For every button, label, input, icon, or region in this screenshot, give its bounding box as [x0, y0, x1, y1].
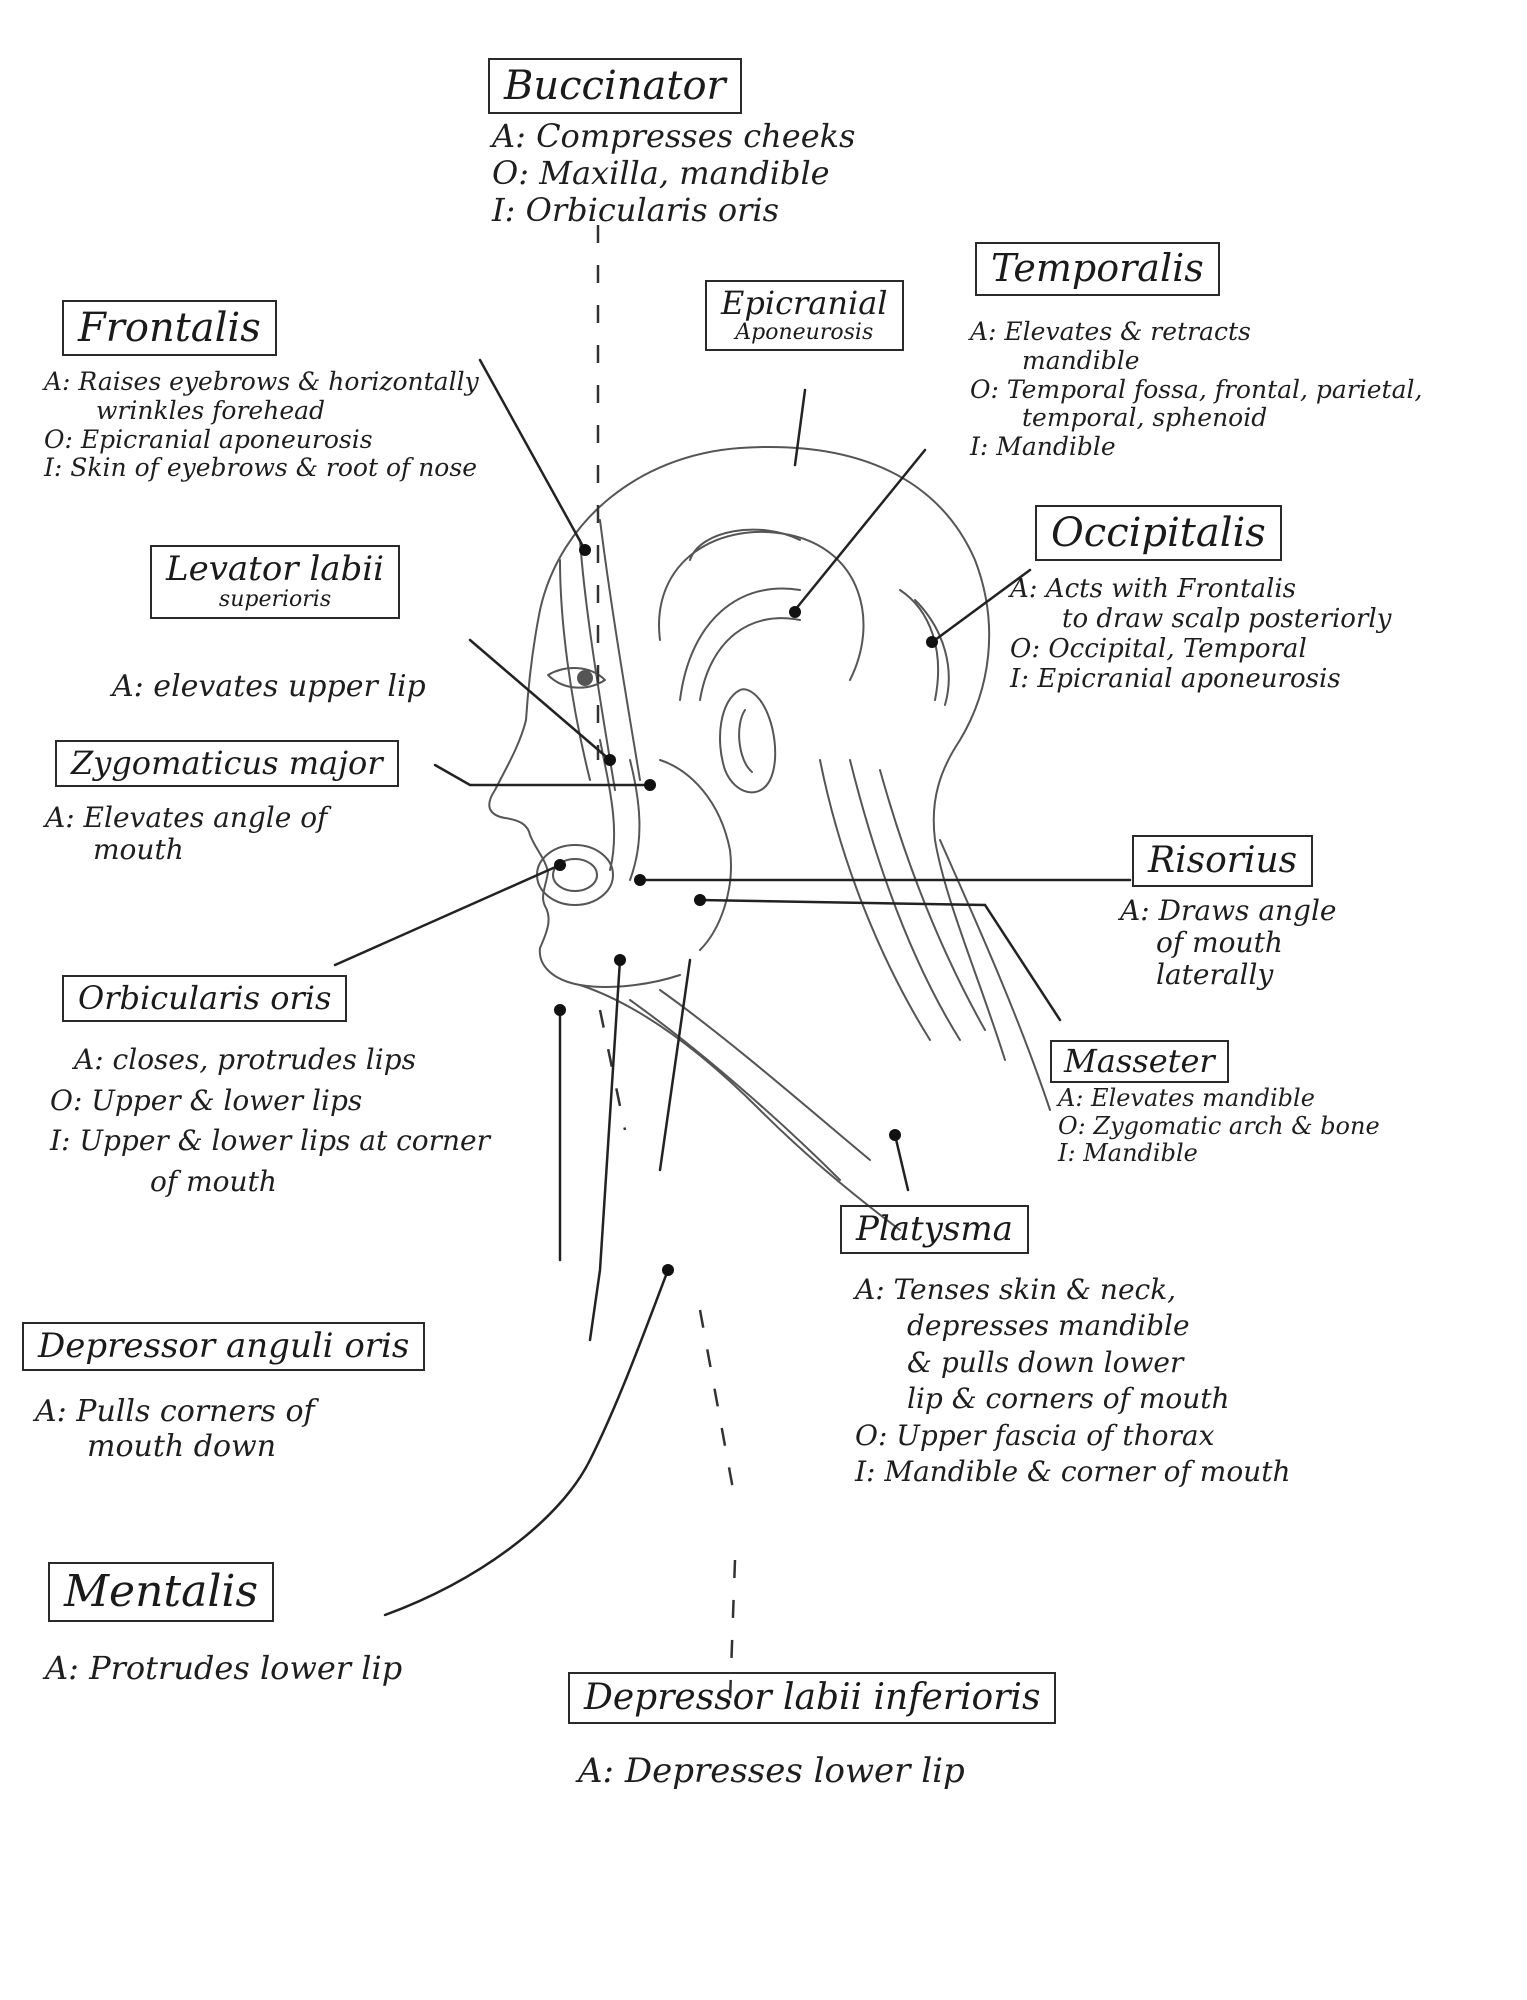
- leader-masseter: [700, 900, 1060, 1020]
- risorius-action-3: laterally: [1156, 958, 1274, 992]
- leader-zygomaticus: [435, 765, 650, 785]
- buccinator-title: Buccinator: [488, 58, 742, 114]
- buccinator-action: A: Compresses cheeks: [492, 117, 856, 155]
- leader-depressor-labii: [590, 960, 620, 1340]
- platysma-title: Platysma: [840, 1205, 1029, 1254]
- masseter-title: Masseter: [1050, 1040, 1229, 1083]
- platysma-action-4: lip & corners of mouth: [907, 1382, 1230, 1416]
- ear: [720, 689, 775, 792]
- occipitalis-notes: [1010, 575, 1391, 695]
- leader-epicranial: [795, 390, 805, 465]
- depressor-anguli-notes: [35, 1395, 315, 1464]
- orbicularis-origin: O: Upper & lower lips: [50, 1083, 363, 1117]
- temporalis-origin-2: temporal, sphenoid: [1022, 403, 1268, 433]
- frontalis-insertion: I: Skin of eyebrows & root of nose: [44, 453, 477, 483]
- orbicularis-action: A: closes, protrudes lips: [74, 1043, 416, 1076]
- occipitalis-origin: O: Occipital, Temporal: [1010, 633, 1307, 664]
- masseter: [660, 760, 731, 950]
- jaw-line: [580, 985, 900, 1230]
- platysma-action-2: depresses mandible: [907, 1309, 1190, 1343]
- levator-notes: [112, 670, 426, 705]
- temporalis-insertion: I: Mandible: [970, 432, 1116, 461]
- risorius-title: Risorius: [1132, 835, 1313, 887]
- mentalis-title: Mentalis: [48, 1562, 274, 1622]
- platysma-origin: O: Upper fascia of thorax: [855, 1418, 1215, 1452]
- leader-levator: [470, 640, 610, 760]
- risorius-action: A: Draws angle: [1120, 894, 1337, 927]
- masseter-notes: [1058, 1085, 1380, 1168]
- risorius-action-2: of mouth: [1156, 926, 1283, 960]
- depressor-anguli-action: A: Pulls corners of: [35, 1394, 315, 1429]
- face-profile: [489, 610, 680, 987]
- frontalis-action-2: wrinkles forehead: [96, 395, 326, 425]
- frontalis-title: Frontalis: [62, 300, 277, 356]
- orbicularis-notes: [50, 1040, 490, 1202]
- orbicularis-insertion: I: Upper & lower lips at corner: [50, 1124, 491, 1158]
- platysma-action: A: Tenses skin & neck,: [855, 1273, 1177, 1306]
- mentalis-action: A: Protrudes lower lip: [45, 1649, 403, 1687]
- platysma-insertion: I: Mandible & corner of mouth: [855, 1454, 1291, 1488]
- depressor-labii-notes: [578, 1752, 965, 1791]
- levator-name-2: superioris: [218, 587, 332, 613]
- levator-action: A: elevates upper lip: [112, 669, 426, 704]
- leader-mentalis: [385, 1270, 668, 1615]
- epicranial-title: [705, 280, 904, 351]
- leader-depressor-anguli-2: [660, 960, 690, 1170]
- temporalis-origin: O: Temporal fossa, frontal, parietal,: [970, 374, 1423, 404]
- temporalis-action: A: Elevates & retracts: [970, 317, 1251, 346]
- zygomaticus-title: Zygomaticus major: [55, 740, 399, 787]
- orbicularis-insertion-2: of mouth: [150, 1164, 277, 1198]
- depressor-labii-title: Depressor labii inferioris: [568, 1672, 1056, 1724]
- occipitalis-title: Occipitalis: [1035, 505, 1282, 561]
- occipitalis-action-2: to draw scalp posteriorly: [1062, 603, 1392, 634]
- orbicularis-title: Orbicularis oris: [62, 975, 347, 1022]
- temporalis-action-2: mandible: [1022, 345, 1140, 375]
- masseter-origin: O: Zygomatic arch & bone: [1058, 1111, 1380, 1140]
- leader-orbicularis: [335, 865, 560, 965]
- frontalis-origin: O: Epicranial aponeurosis: [44, 424, 373, 454]
- zygomaticus-action: A: Elevates angle of: [45, 801, 328, 834]
- platysma-action-3: & pulls down lower: [907, 1345, 1184, 1379]
- zygomaticus-action-2: mouth: [93, 833, 184, 867]
- risorius-notes: [1120, 895, 1337, 992]
- depressor-anguli-action-2: mouth down: [87, 1428, 277, 1464]
- epicranial-name: Epicranial: [721, 284, 888, 322]
- zygomaticus-notes: [45, 802, 327, 866]
- frontalis-notes: [44, 368, 479, 483]
- platysma-notes: [855, 1272, 1291, 1490]
- leader-temporalis: [795, 450, 925, 610]
- temporalis-title: Temporalis: [975, 242, 1220, 296]
- leader-frontalis: [480, 360, 585, 550]
- masseter-action: A: Elevates mandible: [1058, 1084, 1315, 1112]
- frontalis-action: A: Raises eyebrows & horizontally: [44, 367, 479, 396]
- buccinator-insertion: I: Orbicularis oris: [492, 190, 780, 229]
- masseter-insertion: I: Mandible: [1058, 1139, 1198, 1168]
- leader-platysma: [895, 1135, 908, 1190]
- buccinator-origin: O: Maxilla, mandible: [492, 153, 830, 192]
- temporalis-notes: [970, 318, 1490, 462]
- epicranial-name-2: Aponeurosis: [735, 320, 874, 346]
- levator-title: [150, 545, 400, 619]
- depressor-anguli-title: Depressor anguli oris: [22, 1322, 425, 1371]
- depressor-labii-action: A: Depresses lower lip: [578, 1751, 965, 1791]
- mentalis-notes: [45, 1650, 402, 1687]
- occipitalis-insertion: I: Epicranial aponeurosis: [1010, 663, 1341, 694]
- occipitalis-action: A: Acts with Frontalis: [1010, 574, 1297, 604]
- buccinator-notes: [492, 118, 855, 228]
- levator-name: Levator labii: [166, 549, 385, 589]
